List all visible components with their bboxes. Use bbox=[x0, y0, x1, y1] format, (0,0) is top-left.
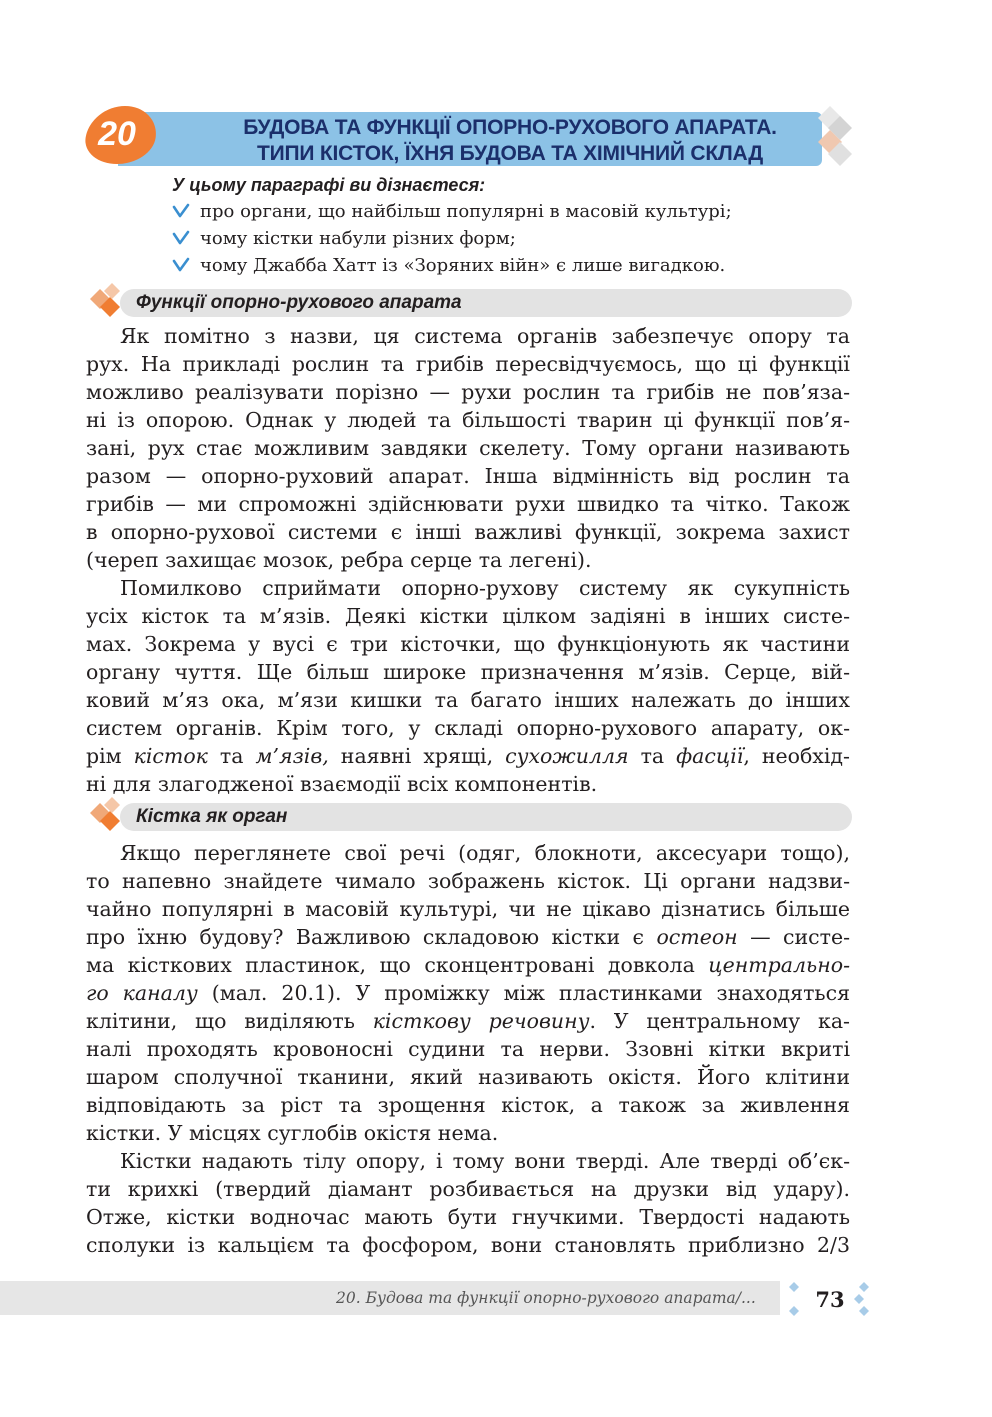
text-span: ма кісткових пластинок, що сконцентровані довкола bbox=[86, 953, 709, 977]
text-line bbox=[86, 1007, 850, 1035]
chapter-number: 20 bbox=[98, 115, 136, 153]
intro-item-text: чому Джабба Хатт із «Зоряних війн» є лише вигадкою. bbox=[200, 255, 726, 276]
text-span: (мал. 20.1). У проміжку між пластинками знаходяться bbox=[197, 981, 850, 1005]
text-line: то напевно знайдете чимало зображень кісток. Ці органи надзви- bbox=[86, 869, 850, 893]
section-diamond-icon bbox=[86, 283, 132, 323]
text-line: систем органів. Крім того, у складі опорно-рухового апарату, ок- bbox=[86, 716, 850, 740]
text-span: клітини, що виділяють bbox=[86, 1009, 373, 1033]
section-diamond-icon bbox=[86, 797, 132, 837]
text-line: мах. Зокрема у вусі є три кісточки, що функціонують як частини bbox=[86, 632, 850, 656]
text-line bbox=[86, 979, 850, 1007]
intro-item bbox=[172, 198, 732, 225]
page-number: 73 bbox=[815, 1287, 845, 1312]
term-tendons: сухожилля bbox=[505, 744, 629, 768]
intro-list bbox=[172, 198, 732, 279]
term-central-canal: центрально- bbox=[708, 953, 850, 977]
text-line bbox=[86, 951, 850, 979]
term-central-canal: го каналу bbox=[86, 981, 198, 1005]
text-line: ні для злагодженої взаємодії всіх компонентів. bbox=[86, 772, 598, 796]
text-line: Кістки надають тілу опору, і тому вони тверді. Але тверді об’єк- bbox=[120, 1149, 850, 1173]
text-span: , необхід- bbox=[743, 744, 850, 768]
text-line: шаром сполучної тканини, який називають окістя. Його клітини bbox=[86, 1065, 850, 1089]
text-line: відповідають за ріст та зрощення кісток, а також за живлення bbox=[86, 1093, 850, 1117]
text-line bbox=[86, 742, 850, 770]
text-line: Як помітно з назви, ця система органів забезпечує опору та bbox=[120, 324, 850, 348]
text-line: Помилково сприймати опорно-рухову систему як сукупність bbox=[120, 576, 850, 600]
text-line: чайно популярні в масовій культурі, чи не цікаво дізнатись більше bbox=[86, 897, 850, 921]
text-span: . У центральному ка- bbox=[589, 1009, 850, 1033]
term-bone-substance: кісткову речовину bbox=[372, 1009, 590, 1033]
text-line: можливо реалізувати порізно — рухи рослин та грибів не пов’яза- bbox=[86, 380, 850, 404]
text-line: сполуки із кальцієм та фосфором, вони становлять приблизно 2/3 bbox=[86, 1233, 850, 1257]
decorative-diamonds-icon bbox=[818, 106, 854, 168]
section-heading-bone bbox=[86, 803, 852, 831]
section2-text bbox=[86, 839, 850, 1259]
check-icon bbox=[172, 257, 190, 273]
term-bones: кісток bbox=[133, 744, 208, 768]
text-line: Якщо переглянете свої речі (одяг, блокноти, аксесуари тощо), bbox=[120, 841, 850, 865]
text-line bbox=[86, 923, 850, 951]
text-line: (череп захищає мозок, ребра серце та легені). bbox=[86, 548, 592, 572]
text-line: ні із опорою. Однак у людей та більшості тварин ці функції пов’я- bbox=[86, 408, 850, 432]
text-line: ковий м’яз ока, м’язи кишки та багато інших належать до інших bbox=[86, 688, 850, 712]
running-title: 20. Будова та функції опорно-рухового апарата/... bbox=[336, 1289, 756, 1307]
intro-item-text: про органи, що найбільш популярні в масовій культурі; bbox=[200, 201, 732, 222]
check-icon bbox=[172, 230, 190, 246]
text-line: Отже, кістки водночас мають бути гнучкими. Твердості надають bbox=[86, 1205, 850, 1229]
text-span: наявні хрящі, bbox=[328, 744, 506, 768]
text-line: ти крихкі (твердий діамант розбивається на друзки від удару). bbox=[86, 1177, 850, 1201]
check-icon bbox=[172, 203, 190, 219]
text-line: органу чуття. Ще більш широке призначення м’язів. Серце, вій- bbox=[86, 660, 850, 684]
text-line: зані, рух стає можливим завдяки скелету. Тому органи називають bbox=[86, 436, 850, 460]
text-line: усіх кісток та м’язів. Деякі кістки цілком задіяні в інших систе- bbox=[86, 604, 850, 628]
text-line: в опорно-рухової системи є інші важливі функції, зокрема захист bbox=[86, 520, 850, 544]
text-line: налі проходять кровоносні судини та нерви. Ззовні кітки вкриті bbox=[86, 1037, 850, 1061]
term-muscles: м’язів, bbox=[255, 744, 329, 768]
term-fascia: фасції bbox=[676, 744, 744, 768]
text-line: грибів — ми спроможні здійснювати рухи швидко та чітко. Також bbox=[86, 492, 850, 516]
text-line: кістки. У місцях суглобів окістя нема. bbox=[86, 1121, 499, 1145]
text-span: — систе- bbox=[737, 925, 850, 949]
intro-item bbox=[172, 225, 732, 252]
chapter-title-line2: ТИПИ КІСТОК, ЇХНЯ БУДОВА ТА ХІМІЧНИЙ СКЛАД bbox=[256, 142, 764, 165]
text-span: рім bbox=[86, 744, 134, 768]
text-line: рух. На прикладі рослин та грибів пересвідчуємось, що ці функції bbox=[86, 352, 850, 376]
chapter-title-line1: БУДОВА ТА ФУНКЦІЇ ОПОРНО-РУХОВОГО АПАРАТА. bbox=[243, 116, 777, 139]
section1-text bbox=[86, 322, 850, 798]
chapter-title bbox=[150, 115, 870, 167]
term-osteon: остеон bbox=[656, 925, 738, 949]
text-span: про їхню будову? Важливою складовою кістки є bbox=[86, 925, 657, 949]
section-title: Функції опорно-рухового апарата bbox=[136, 292, 462, 313]
intro-item-text: чому кістки набули різних форм; bbox=[200, 228, 516, 249]
intro-heading: У цьому параграфі ви дізнаєтеся: bbox=[172, 175, 486, 195]
text-span: та bbox=[628, 744, 677, 768]
text-line: разом — опорно-руховий апарат. Інша відмінність від рослин та bbox=[86, 464, 850, 488]
section-title: Кістка як орган bbox=[136, 806, 288, 827]
section-heading-functions bbox=[86, 289, 852, 317]
intro-item bbox=[172, 252, 732, 279]
text-span: та bbox=[207, 744, 256, 768]
